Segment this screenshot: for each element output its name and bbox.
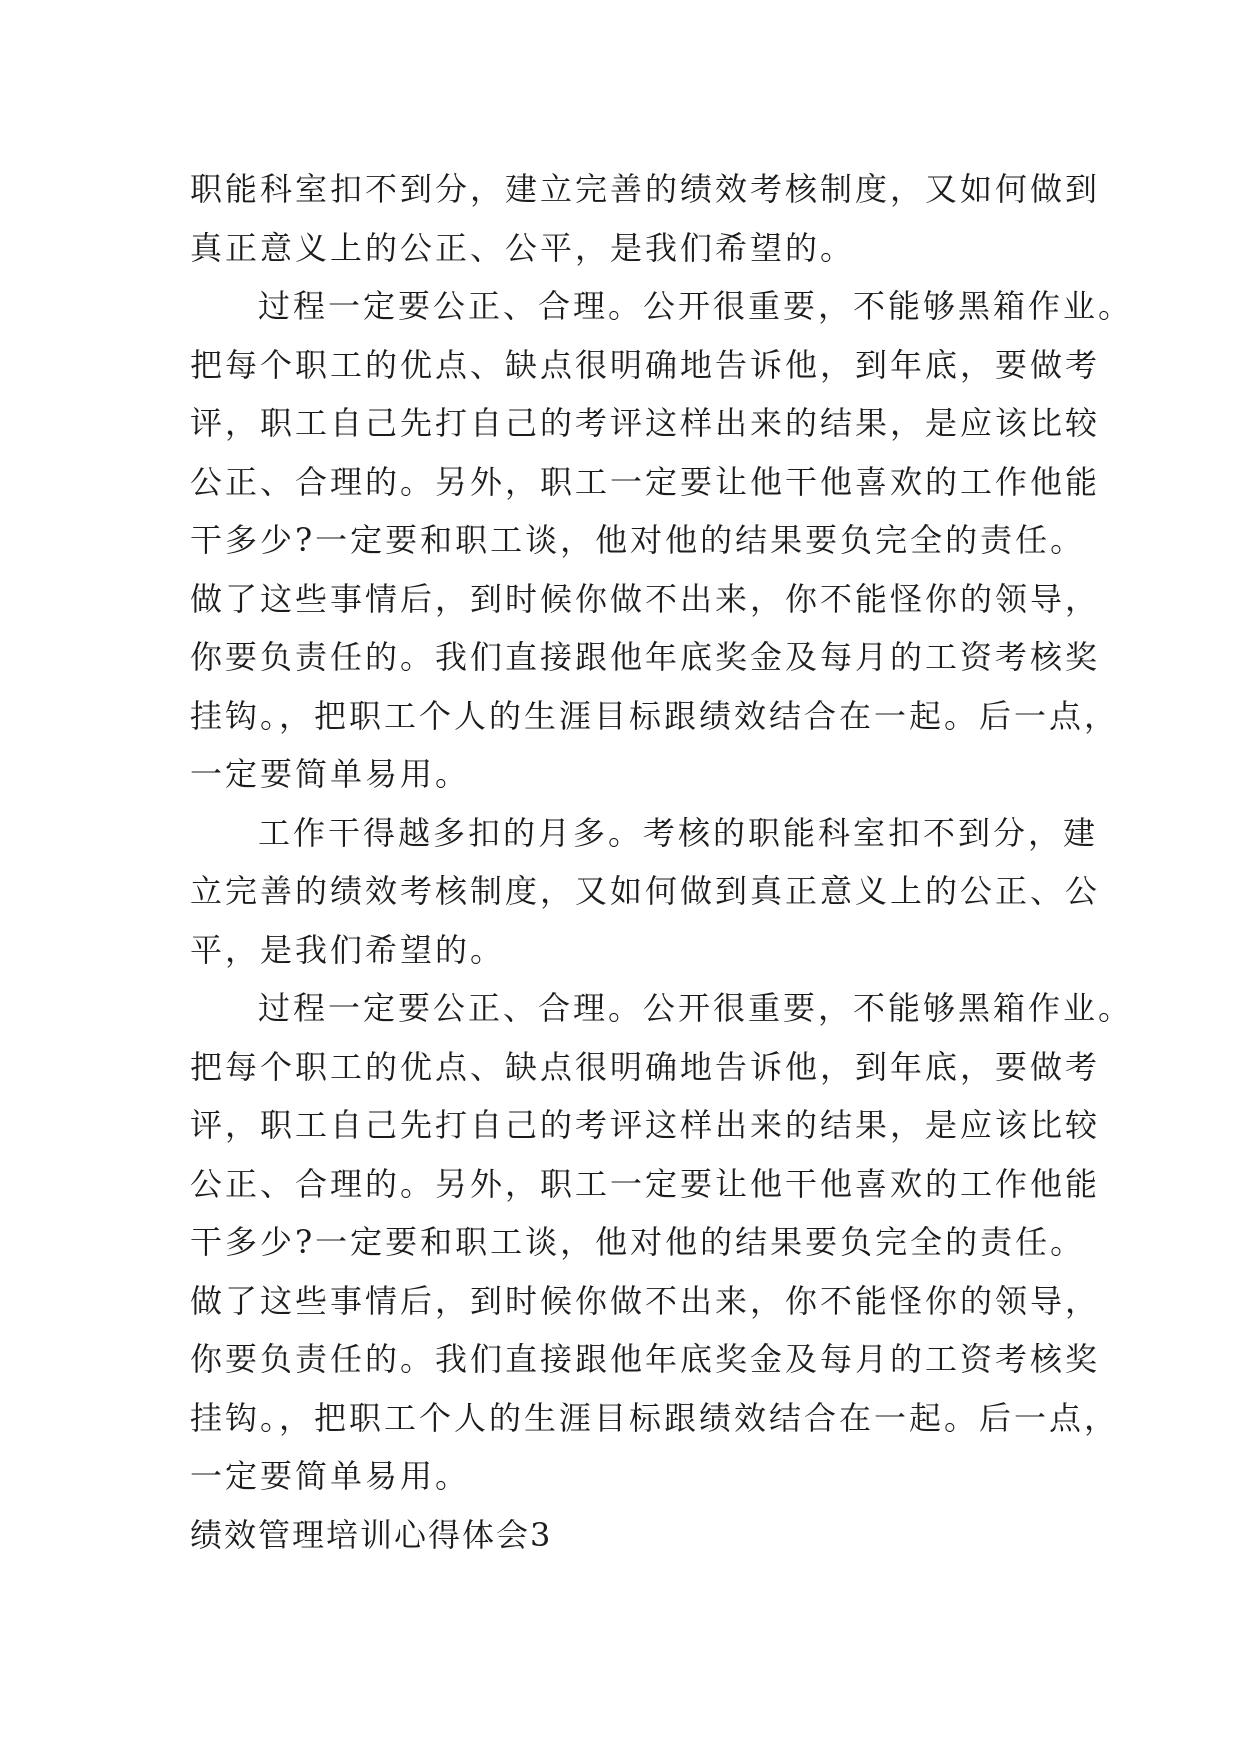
text-line: 立完善的绩效考核制度，又如何做到真正意义上的公正、公 — [190, 872, 1101, 910]
paragraph-2 — [190, 277, 1134, 804]
document-body — [190, 160, 1134, 1564]
paragraph-3 — [190, 804, 1101, 980]
text-line: 干多少?一定要和职工谈，他对他的结果要负完全的责任。 — [190, 521, 1086, 559]
text-line: 公正、合理的。另外，职工一定要让他干他喜欢的工作他能 — [190, 1164, 1101, 1203]
text-line: 一定要简单易用。 — [190, 1457, 471, 1495]
text-line: 工作干得越多扣的月多。考核的职能科室扣不到分，建 — [258, 813, 1099, 852]
text-line: 一定要简单易用。 — [190, 755, 471, 793]
text-line: 真正意义上的公正、公平，是我们希望的。 — [190, 228, 856, 267]
text-line: 过程一定要公正、合理。公开很重要，不能够黑箱作业。 — [258, 287, 1134, 325]
text-line: 公正、合理的。另外，职工一定要让他干他喜欢的工作他能 — [190, 462, 1101, 501]
text-line: 做了这些事情后，到时候你做不出来，你不能怪你的领导， — [190, 579, 1101, 618]
text-line: 评，职工自己先打自己的考评这样出来的结果，是应该比较 — [190, 404, 1101, 442]
text-line: 评，职工自己先打自己的考评这样出来的结果，是应该比较 — [190, 1106, 1101, 1144]
paragraph-4 — [190, 979, 1134, 1506]
text-line: 平，是我们希望的。 — [190, 930, 506, 969]
paragraph-1 — [190, 160, 1101, 277]
text-line: 你要负责任的。我们直接跟他年底奖金及每月的工资考核奖 — [190, 638, 1101, 676]
text-line: 把每个职工的优点、缺点很明确地告诉他，到年底，要做考 — [190, 1047, 1101, 1086]
section-heading: 绩效管理培训心得体会3 — [190, 1515, 553, 1554]
text-line: 过程一定要公正、合理。公开很重要，不能够黑箱作业。 — [258, 989, 1134, 1027]
text-line: 做了这些事情后，到时候你做不出来，你不能怪你的领导， — [190, 1281, 1101, 1320]
text-line: 挂钩。，把职工个人的生涯目标跟绩效结合在一起。后一点， — [190, 1398, 1120, 1437]
text-line: 你要负责任的。我们直接跟他年底奖金及每月的工资考核奖 — [190, 1340, 1101, 1378]
text-line: 干多少?一定要和职工谈，他对他的结果要负完全的责任。 — [190, 1223, 1086, 1261]
text-line: 把每个职工的优点、缺点很明确地告诉他，到年底，要做考 — [190, 345, 1101, 384]
text-line: 挂钩。，把职工个人的生涯目标跟绩效结合在一起。后一点， — [190, 696, 1120, 735]
text-line: 职能科室扣不到分，建立完善的绩效考核制度，又如何做到 — [190, 170, 1101, 208]
